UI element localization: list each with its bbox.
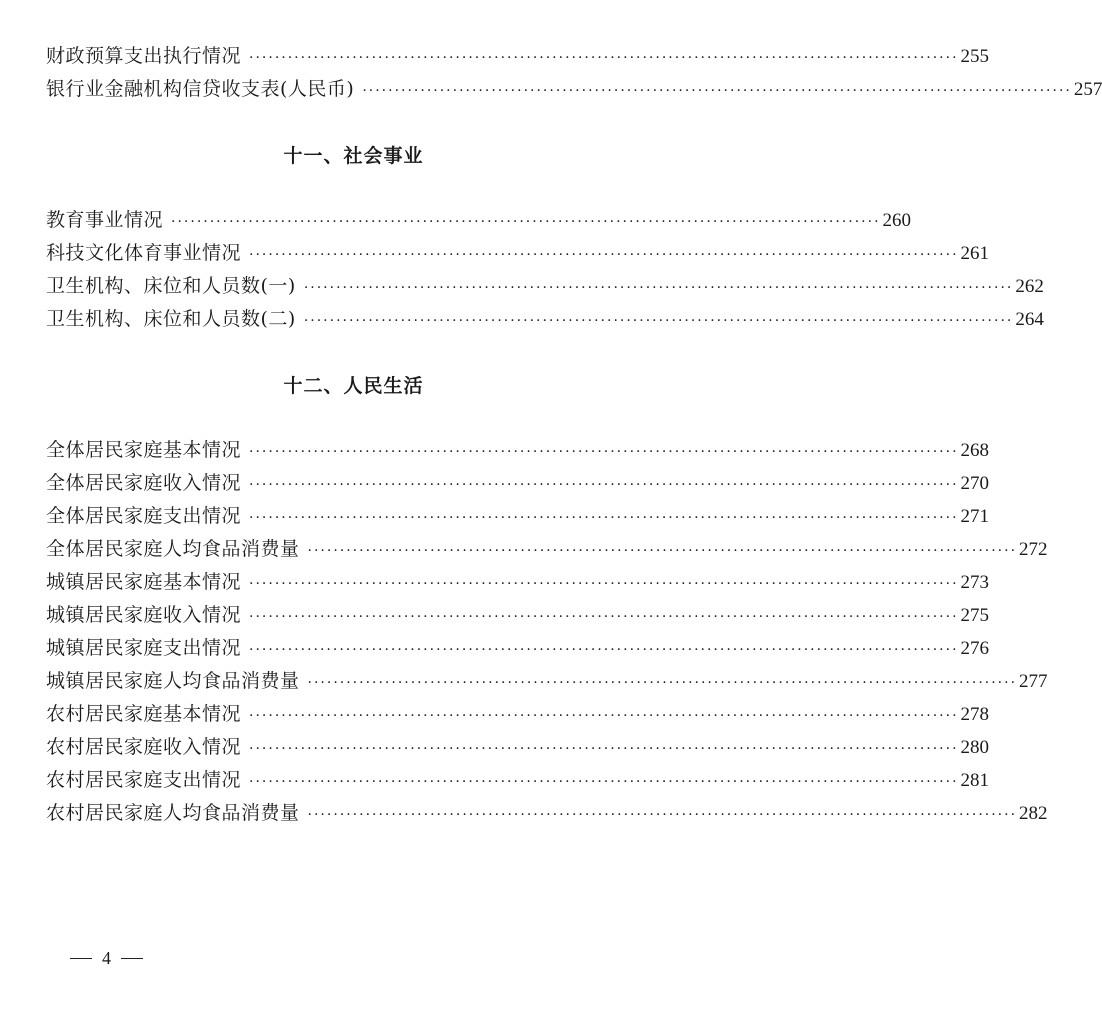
toc-entry-page: 270 [960,473,990,494]
toc-entry[interactable] [46,239,990,267]
dot-leader: ·············································································································· [249,510,959,526]
toc-entry-title: 卫生机构、床位和人员数(二) [46,308,296,330]
section-heading: 十一、社会事业 [283,145,424,167]
toc-entry[interactable] [46,601,990,629]
toc-entry[interactable] [46,667,1048,695]
toc-entry-page: 282 [1019,803,1048,824]
dot-leader: ·············································································································· [303,313,1014,329]
dot-leader: ·············································································································· [249,576,959,592]
toc-entry-page: 277 [1019,671,1048,692]
toc-entry[interactable] [46,469,990,497]
dot-leader: ·············································································································· [249,477,959,493]
dot-leader: ·············································································································· [249,50,959,66]
toc-entry[interactable] [46,634,990,662]
toc-entry[interactable] [46,436,990,464]
dot-leader: ·············································································································· [307,543,1018,559]
toc-entry-page: 264 [1015,309,1044,330]
footer-dash-left [70,958,92,959]
toc-entry-page: 271 [960,506,990,527]
toc-entry-title: 城镇居民家庭基本情况 [46,571,242,593]
toc-entry-title: 城镇居民家庭人均食品消费量 [46,670,300,692]
toc-entry-page: 257 [1073,79,1102,100]
toc-entry-page: 276 [960,638,990,659]
dot-leader: ·············································································································· [249,741,959,757]
section-heading: 十二、人民生活 [283,375,424,397]
toc-entry-title: 全体居民家庭基本情况 [46,439,242,461]
toc-entry-title: 科技文化体育事业情况 [46,242,242,264]
dot-leader: ·············································································································· [249,642,959,658]
dot-leader: ·············································································································· [307,807,1018,823]
toc-entry[interactable] [46,535,1048,563]
toc-entry-title: 卫生机构、床位和人员数(一) [46,275,296,297]
footer-dash-right [121,958,143,959]
dot-leader: ·············································································································· [307,675,1018,691]
toc-entry[interactable] [46,766,990,794]
toc-entry[interactable] [46,206,912,234]
toc-entry-page: 260 [882,210,912,231]
toc-entry-title: 农村居民家庭人均食品消费量 [46,802,300,824]
toc-entry-title: 全体居民家庭支出情况 [46,505,242,527]
toc-entry-title: 城镇居民家庭收入情况 [46,604,242,626]
toc-entry-page: 262 [1015,276,1044,297]
toc-entry[interactable] [46,568,990,596]
toc-entry-page: 278 [960,704,990,725]
toc-entry[interactable] [46,733,990,761]
toc-entry-title: 全体居民家庭收入情况 [46,472,242,494]
toc-entry-page: 255 [960,46,990,67]
dot-leader: ·············································································································· [249,609,959,625]
dot-leader: ·············································································································· [362,83,1072,99]
toc-entry-title: 全体居民家庭人均食品消费量 [46,538,300,560]
toc-entry[interactable] [46,42,990,70]
toc-entry-title: 城镇居民家庭支出情况 [46,637,242,659]
toc-entry-title: 农村居民家庭支出情况 [46,769,242,791]
toc-entry-title: 财政预算支出执行情况 [46,45,242,67]
toc-entry-page: 273 [960,572,990,593]
toc-entry[interactable] [46,799,1048,827]
toc-entry-page: 275 [960,605,990,626]
toc-entry[interactable] [46,700,990,728]
dot-leader: ·············································································································· [249,708,959,724]
toc-entry-title: 农村居民家庭基本情况 [46,703,242,725]
dot-leader: ·············································································································· [249,444,959,460]
toc-entry-page: 268 [960,440,990,461]
toc-entry-title: 教育事业情况 [46,209,164,231]
toc-entry-page: 280 [960,737,990,758]
dot-leader: ·············································································································· [303,280,1014,296]
page-footer [70,948,143,969]
toc-entry[interactable] [46,502,990,530]
toc-entry[interactable] [46,272,1044,300]
dot-leader: ·············································································································· [249,247,959,263]
toc-entry-page: 261 [960,243,990,264]
dot-leader: ·············································································································· [249,774,959,790]
toc-entry[interactable] [46,305,1044,333]
toc-entry-title: 银行业金融机构信贷收支表(人民币) [46,78,355,100]
dot-leader: ·············································································································· [171,214,881,230]
page-number: 4 [102,948,111,968]
toc-entry-title: 农村居民家庭收入情况 [46,736,242,758]
toc-entry-page: 281 [960,770,990,791]
toc-entry[interactable] [46,75,1102,103]
toc-entry-page: 272 [1019,539,1048,560]
